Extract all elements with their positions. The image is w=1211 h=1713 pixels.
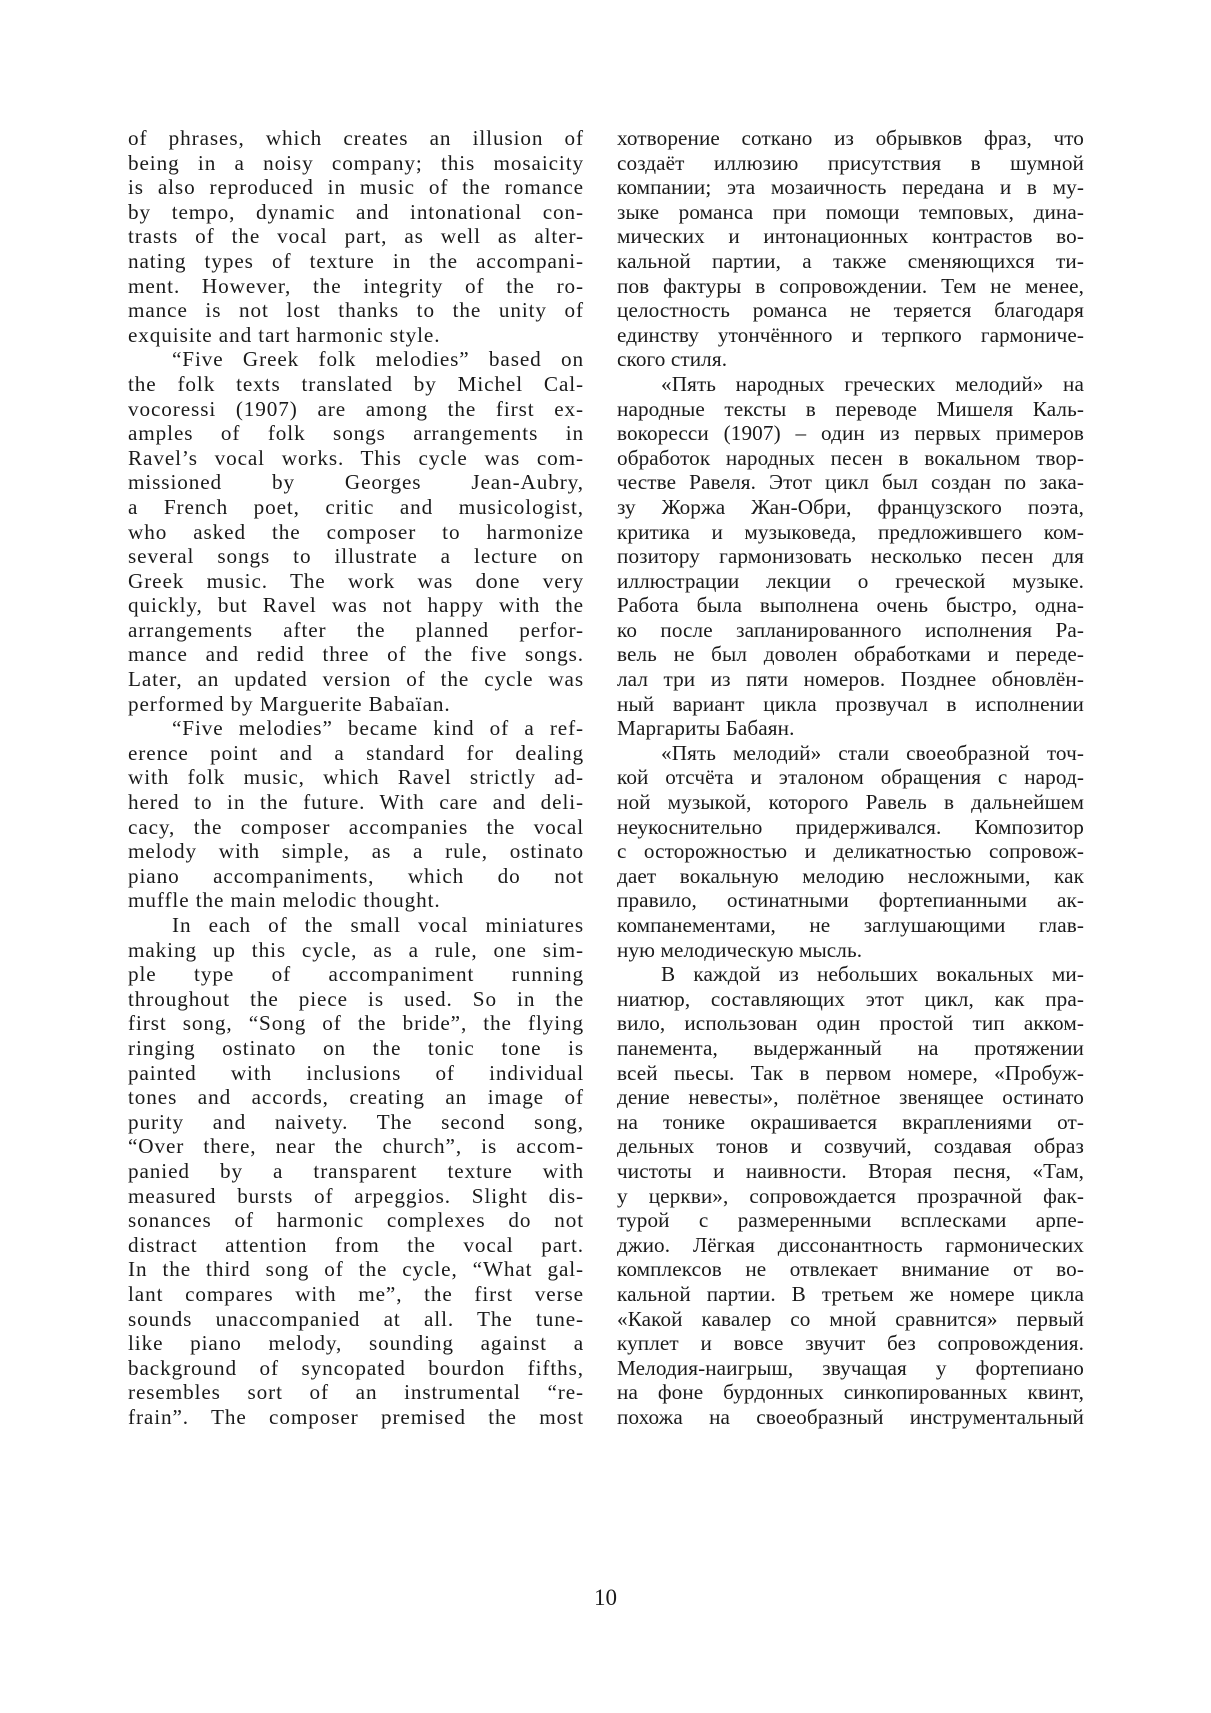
- text-line: всей пьесы. Так в первом номере, «Пробуж-: [617, 1060, 1084, 1085]
- text-line: вокоресси (1907) – один из первых примеров: [617, 421, 1084, 446]
- text-line: the folk texts translated by Michel Cal-: [128, 371, 584, 396]
- text-line: In the third song of the cycle, “What gal-: [128, 1257, 584, 1282]
- text-line: several songs to illustrate a lecture on: [128, 544, 584, 569]
- text-line: куплет и вовсе звучит без сопровождения.: [617, 1331, 1084, 1356]
- text-line: by tempo, dynamic and intonational con-: [128, 199, 584, 224]
- text-line: вель не был доволен обработками и переде-: [617, 642, 1084, 667]
- page-number: 10: [594, 1585, 617, 1610]
- text-line: muffle the main melodic thought.: [128, 888, 441, 913]
- text-line: painted with inclusions of individual: [128, 1060, 584, 1085]
- text-line: piano accompaniments, which do not: [128, 863, 584, 888]
- text-line: ной музыкой, которого Равель в дальнейшем: [617, 790, 1084, 815]
- text-line: distract attention from the vocal part.: [128, 1232, 584, 1257]
- text-line: lant compares with me”, the first verse: [128, 1281, 584, 1306]
- text-line: честве Равеля. Этот цикл был создан по зака-: [617, 470, 1084, 495]
- text-line: who asked the composer to harmonize: [128, 519, 584, 544]
- text-line: Greek music. The work was done very: [128, 568, 584, 593]
- text-line: with folk music, which Ravel strictly ad-: [128, 765, 584, 790]
- text-line: похожа на своеобразный инструментальный: [617, 1404, 1084, 1429]
- text-line: ringing ostinato on the tonic tone is: [128, 1035, 584, 1060]
- text-line: tones and accords, creating an image of: [128, 1085, 584, 1110]
- text-line: пов фактуры в сопровождении. Тем не менее,: [617, 273, 1084, 298]
- text-line: Работа была выполнена очень быстро, одна-: [617, 593, 1084, 618]
- text-line: у церкви», сопровождается прозрачной фак-: [617, 1183, 1084, 1208]
- text-line: комплексов не отвлекает внимание от во-: [617, 1257, 1084, 1282]
- text-line: exquisite and tart harmonic style.: [128, 322, 441, 347]
- text-line: trasts of the vocal part, as well as alter-: [128, 224, 584, 249]
- text-line: “Five melodies” became kind of a ref-: [172, 716, 584, 741]
- text-line: arrangements after the planned perfor-: [128, 617, 584, 642]
- text-line: на фоне бурдонных синкопированных квинт,: [617, 1380, 1084, 1405]
- text-line: компании; эта мозаичность передана и в му-: [617, 175, 1084, 200]
- text-line: единству утончённого и терпкого гармониче-: [617, 322, 1084, 347]
- text-line: frain”. The composer premised the most: [128, 1404, 584, 1429]
- text-line: народные тексты в переводе Мишеля Каль-: [617, 396, 1084, 421]
- text-line: hered to in the future. With care and deli-: [128, 790, 584, 815]
- text-line: турой с размеренными всплесками арпе-: [617, 1208, 1084, 1233]
- text-line: «Пять народных греческих мелодий» на: [661, 371, 1084, 396]
- text-line: ple type of accompaniment running: [128, 962, 584, 987]
- text-line: purity and naivety. The second song,: [128, 1109, 584, 1134]
- text-line: melody with simple, as a rule, ostinato: [128, 839, 584, 864]
- text-line: с осторожностью и деликатностью сопровож-: [617, 839, 1084, 864]
- text-line: measured bursts of arpeggios. Slight dis-: [128, 1183, 584, 1208]
- text-line: критика и музыковеда, предложившего ком-: [617, 519, 1084, 544]
- text-line: missioned by Georges Jean-Aubry,: [128, 470, 584, 495]
- text-line: компанементами, не заглушающими глав-: [617, 913, 1084, 937]
- text-line: ный вариант цикла прозвучал в исполнении: [617, 691, 1084, 716]
- text-line: дение невесты», полётное звенящее остинато: [617, 1085, 1084, 1110]
- text-line: неукоснительно придерживался. Композитор: [617, 814, 1084, 839]
- text-line: nating types of texture in the accompani-: [128, 248, 584, 273]
- text-line: В каждой из небольших вокальных ми-: [661, 962, 1084, 987]
- text-line: performed by Marguerite Babaïan.: [128, 691, 451, 716]
- text-line: mance is not lost thanks to the unity of: [128, 298, 584, 323]
- text-line: a French poet, critic and musicologist,: [128, 494, 584, 519]
- text-line: ную мелодическую мысль.: [617, 937, 863, 962]
- text-line: is also reproduced in music of the romance: [128, 175, 584, 200]
- text-line: целостность романса не теряется благодаря: [617, 298, 1084, 323]
- text-line: «Какой кавалер со мной сравнится» первый: [617, 1306, 1084, 1331]
- text-line: мических и интонационных контрастов во-: [617, 224, 1084, 249]
- text-line: throughout the piece is used. So in the: [128, 986, 584, 1011]
- text-line: quickly, but Ravel was not happy with the: [128, 593, 584, 618]
- text-line: ment. However, the integrity of the ro-: [128, 273, 584, 298]
- text-line: amples of folk songs arrangements in: [128, 421, 584, 446]
- text-line: кальной партии. В третьем же номере цикла: [617, 1281, 1084, 1306]
- text-line: resembles sort of an instrumental “re-: [128, 1380, 584, 1405]
- russian-text-column: [617, 126, 1084, 1429]
- text-line: правило, остинатными фортепианными ак-: [617, 888, 1084, 913]
- text-line: чистоты и наивности. Вторая песня, «Там,: [617, 1158, 1084, 1183]
- text-line: being in a noisy company; this mosaicity: [128, 150, 584, 175]
- english-text-column: [128, 126, 584, 1429]
- text-line: of phrases, which creates an illusion of: [128, 126, 584, 150]
- text-line: «Пять мелодий» стали своеобразной точ-: [661, 740, 1084, 765]
- text-line: sonances of harmonic complexes do not: [128, 1208, 584, 1233]
- text-line: erence point and a standard for dealing: [128, 740, 584, 765]
- text-line: ниатюр, составляющих этот цикл, как пра-: [617, 986, 1084, 1011]
- text-line: In each of the small vocal miniatures: [172, 913, 584, 937]
- text-line: mance and redid three of the five songs.: [128, 642, 584, 667]
- text-line: cacy, the composer accompanies the vocal: [128, 814, 584, 839]
- text-line: кальной партии, а также сменяющихся ти-: [617, 248, 1084, 273]
- text-line: на тонике окрашивается вкраплениями от-: [617, 1109, 1084, 1134]
- text-line: панемента, выдержанный на протяжении: [617, 1035, 1084, 1060]
- text-line: Ravel’s vocal works. This cycle was com-: [128, 445, 584, 470]
- text-line: дельных тонов и созвучий, создавая образ: [617, 1134, 1084, 1159]
- text-line: хотворение соткано из обрывков фраз, что: [617, 126, 1084, 150]
- text-line: ко после запланированного исполнения Ра-: [617, 617, 1084, 642]
- text-line: зыке романса при помощи темповых, дина-: [617, 199, 1084, 224]
- text-line: дает вокальную мелодию несложными, как: [617, 863, 1084, 888]
- text-line: позитору гармонизовать несколько песен для: [617, 544, 1084, 569]
- text-line: джио. Лёгкая диссонантность гармонических: [617, 1232, 1084, 1257]
- text-line: зу Жоржа Жан-Обри, французского поэта,: [617, 494, 1084, 519]
- text-line: “Five Greek folk melodies” based on: [172, 347, 584, 372]
- text-line: background of syncopated bourdon fifths,: [128, 1355, 584, 1380]
- text-line: “Over there, near the church”, is accom-: [128, 1134, 584, 1159]
- text-line: создаёт иллюзию присутствия в шумной: [617, 150, 1084, 175]
- text-line: making up this cycle, as a rule, one sim-: [128, 937, 584, 962]
- text-line: Later, an updated version of the cycle was: [128, 667, 584, 692]
- text-line: first song, “Song of the bride”, the flying: [128, 1011, 584, 1036]
- text-line: лал три из пяти номеров. Позднее обновлён-: [617, 667, 1084, 692]
- text-line: обработок народных песен в вокальном твор-: [617, 445, 1084, 470]
- text-line: ского стиля.: [617, 347, 728, 372]
- text-line: вило, использован один простой тип акком-: [617, 1011, 1084, 1036]
- text-line: panied by a transparent texture with: [128, 1158, 584, 1183]
- text-line: sounds unaccompanied at all. The tune-: [128, 1306, 584, 1331]
- text-line: иллюстрации лекции о греческой музыке.: [617, 568, 1084, 593]
- text-line: кой отсчёта и эталоном обращения с народ-: [617, 765, 1084, 790]
- text-line: like piano melody, sounding against a: [128, 1331, 584, 1356]
- text-line: Маргариты Бабаян.: [617, 716, 795, 741]
- text-line: Мелодия-наигрыш, звучащая у фортепиано: [617, 1355, 1084, 1380]
- text-line: vocoressi (1907) are among the first ex-: [128, 396, 584, 421]
